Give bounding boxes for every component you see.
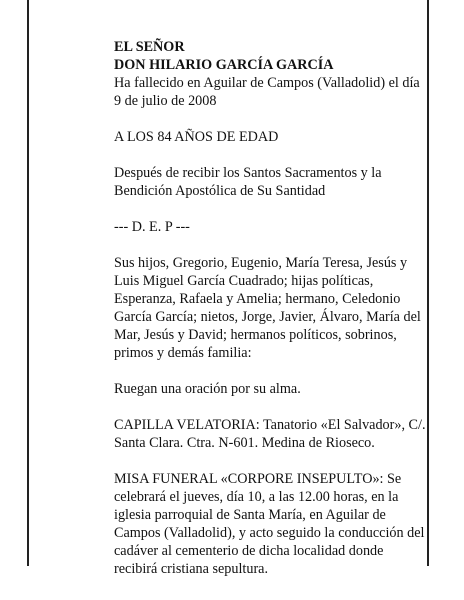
- chapel-paragraph: CAPILLA VELATORIA: Tanatorio «El Salvador», C/. Santa Clara. Ctra. N-601. Medina de Rioseco.: [114, 417, 426, 451]
- sacraments-paragraph: Después de recibir los Santos Sacramentos y la Bendición Apostólica de Su Santidad: [114, 165, 382, 199]
- obituary-notice: [114, 38, 426, 578]
- age-line: A LOS 84 AÑOS DE EDAD: [114, 129, 279, 145]
- notice-title-line2: DON HILARIO GARCÍA GARCÍA: [114, 57, 334, 73]
- family-paragraph: Sus hijos, Gregorio, Eugenio, María Teresa, Jesús y Luis Miguel García Cuadrado; hijas políticas, Esperanza, Rafaela y Amelia; hermano, Celedonio García García; nietos, Jorge, Javier, Álvaro, María del Mar, Jesús y David; hermanos políticos, sobrinos, primos y demás familia:: [114, 255, 421, 361]
- rip-line: --- D. E. P ---: [114, 219, 190, 235]
- funeral-paragraph: MISA FUNERAL «CORPORE INSEPULTO»: Se celebrará el jueves, día 10, a las 12.00 horas, en la iglesia parroquial de Santa María, en Aguilar de Campos (Valladolid), y acto seguido la conducción del cadáver al cementerio de dicha localidad donde recibirá cristiana sepultura.: [114, 471, 425, 577]
- death-info: Ha fallecido en Aguilar de Campos (Valladolid) el día 9 de julio de 2008: [114, 75, 420, 109]
- prayer-line: Ruegan una oración por su alma.: [114, 381, 301, 397]
- notice-title-line1: EL SEÑOR: [114, 39, 185, 55]
